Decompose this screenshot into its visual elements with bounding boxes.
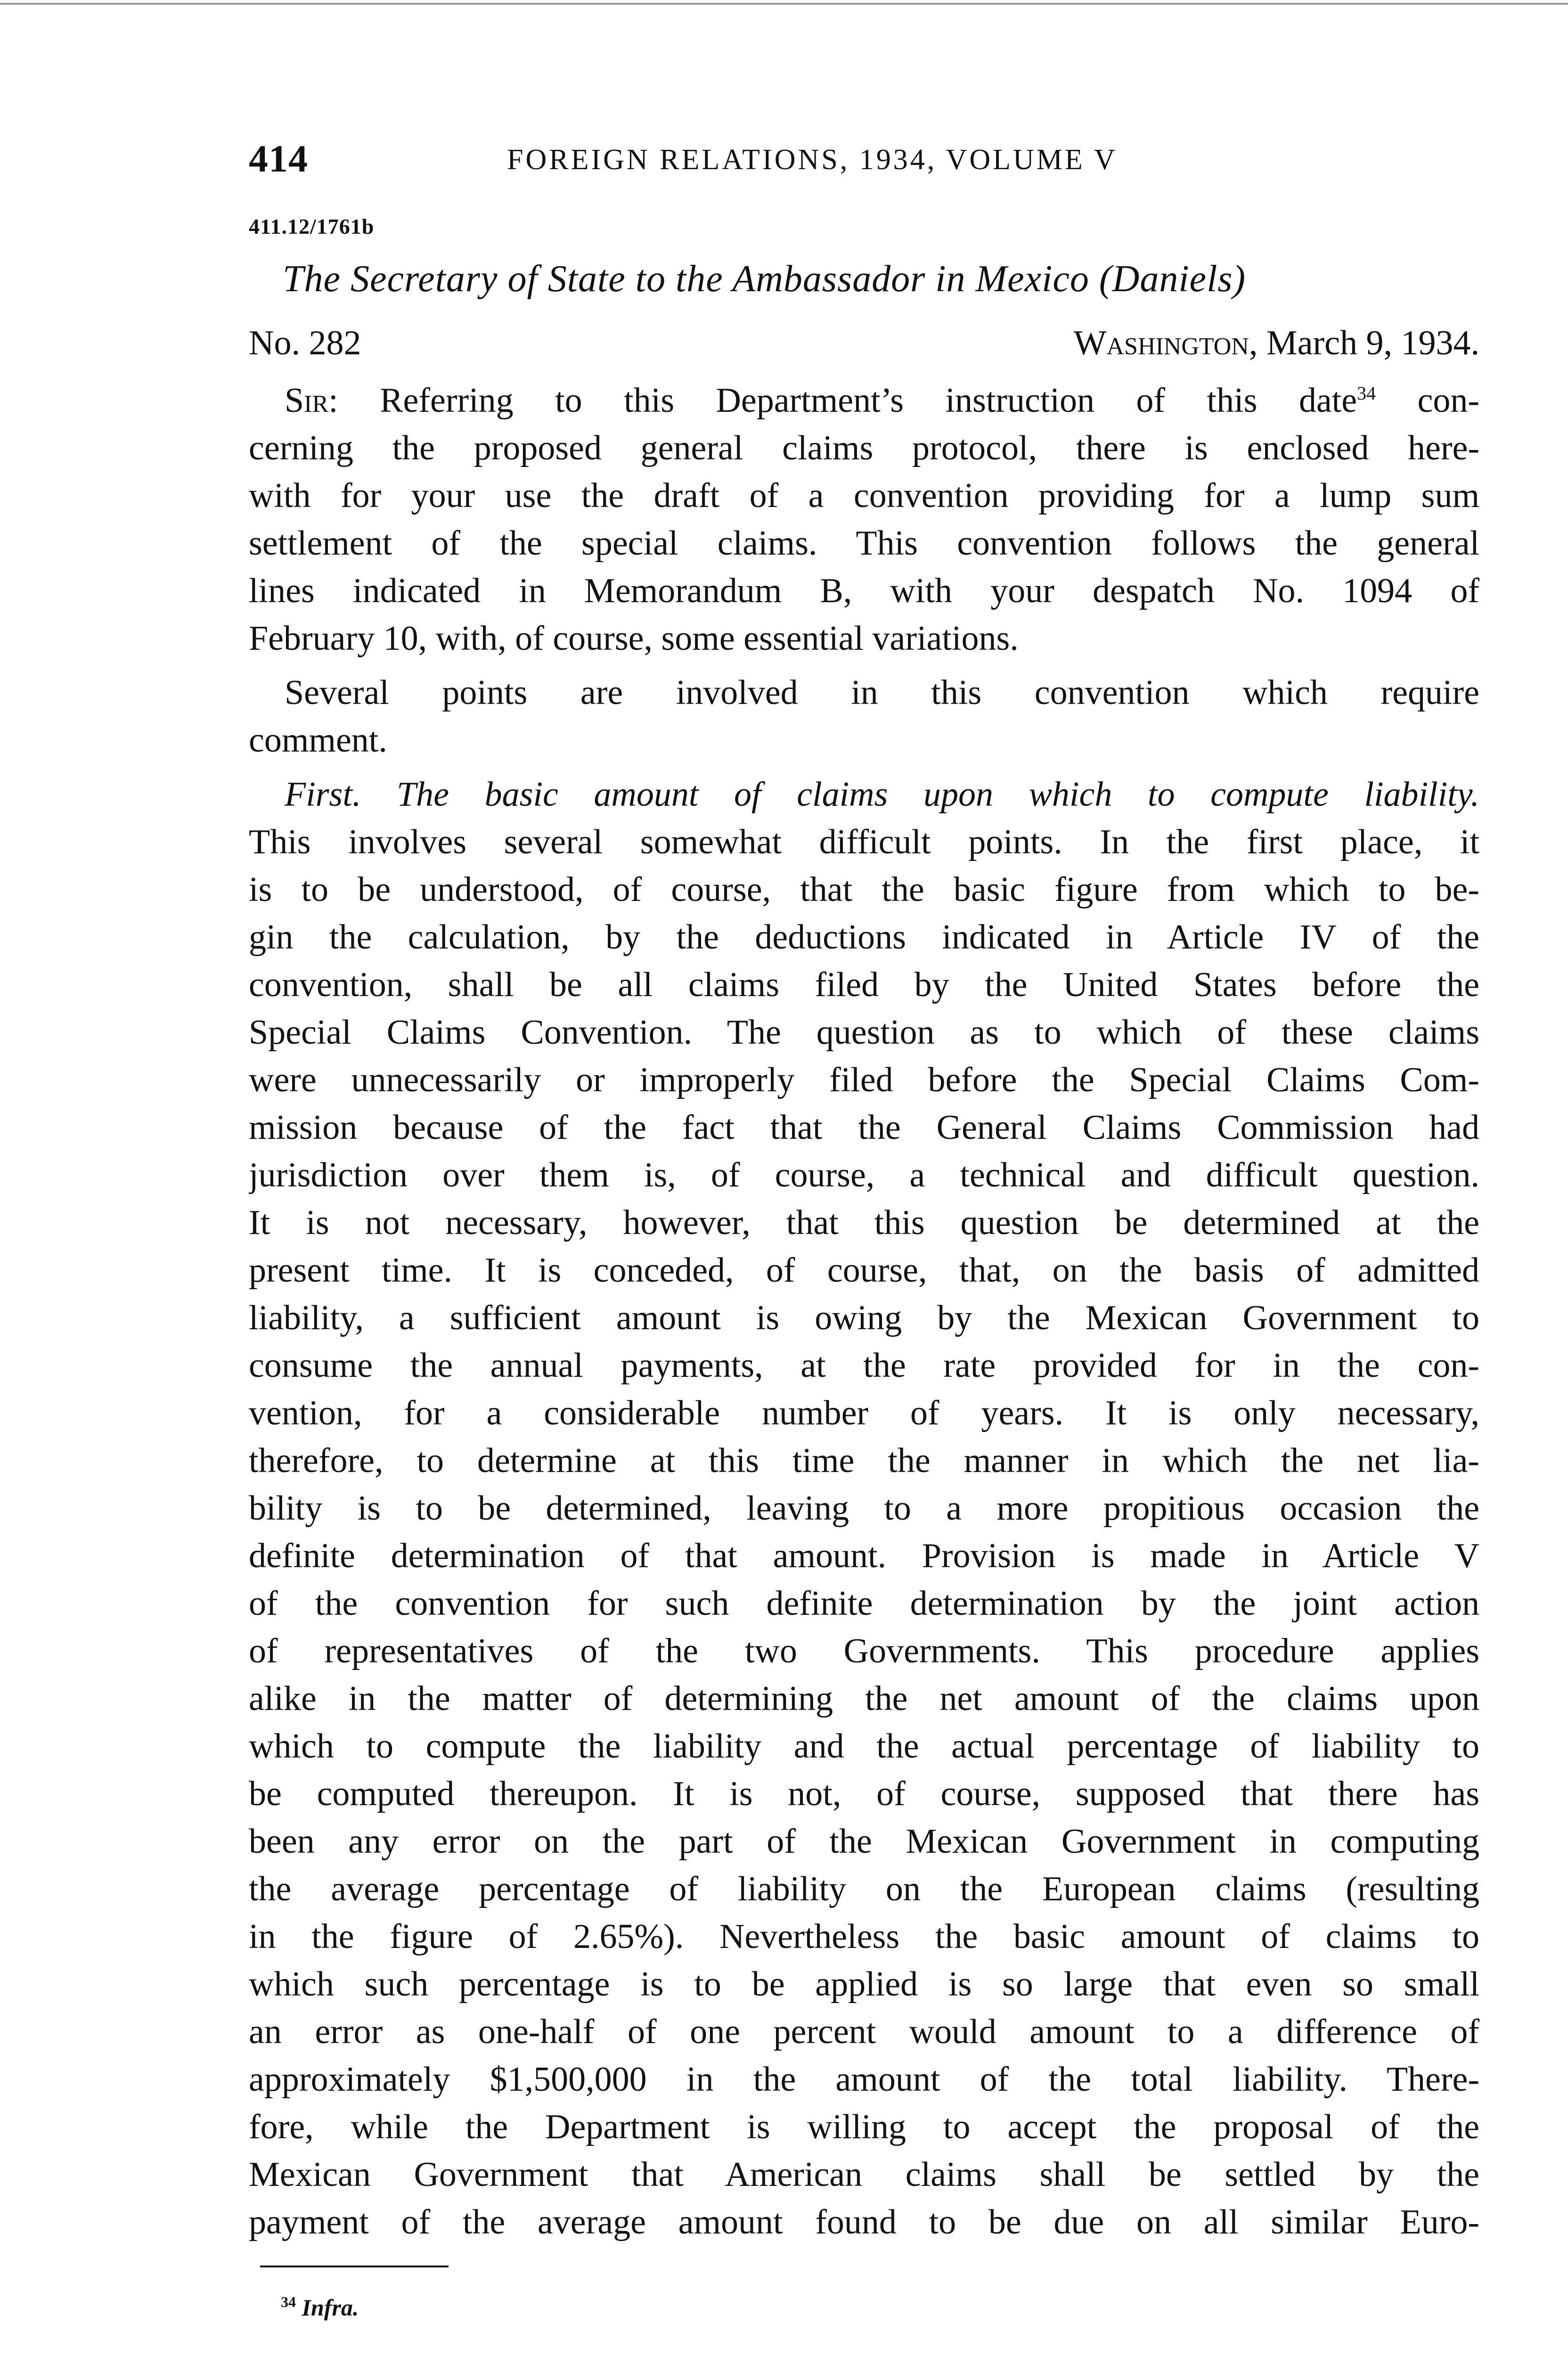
running-title: FOREIGN RELATIONS, 1934, VOLUME V — [507, 144, 1118, 176]
paragraph-3-line: of the convention for such definite determination by the joint action — [249, 1584, 1479, 1623]
paragraph-2-line-2: comment. — [249, 721, 387, 760]
paragraph-3-line: therefore, to determine at this time the manner in which the net lia- — [249, 1441, 1479, 1480]
paragraph-3-line: jurisdiction over them is, of course, a technical and difficult question. — [249, 1156, 1479, 1194]
paragraph-3-line: approximately $1,500,000 in the amount of the total liability. There- — [249, 2060, 1479, 2099]
top-border-rule — [0, 3, 1568, 5]
paragraph-3-line: which to compute the liability and the actual percentage of liability to — [249, 1727, 1479, 1766]
document-number: No. 282 — [249, 324, 361, 362]
paragraph-3-line: fore, while the Department is willing to accept the proposal of the — [249, 2108, 1479, 2146]
date: , March 9, 1934. — [1249, 324, 1479, 362]
paragraph-3-line: vention, for a considerable number of years. It is only necessary, — [249, 1394, 1479, 1432]
paragraph-1-text-b: con- — [1376, 381, 1479, 420]
paragraph-3-line: payment of the average amount found to be due on all similar Euro- — [249, 2203, 1479, 2241]
paragraph-3-line: convention, shall be all claims filed by the United States before the — [249, 965, 1479, 1004]
footnote-text: Infra. — [302, 2294, 359, 2321]
footnote-reference: 34 — [1357, 383, 1376, 404]
page-number: 414 — [249, 137, 308, 180]
paragraph-1-line-6: February 10, with, of course, some essential variations. — [249, 619, 1019, 658]
paragraph-3-line: liability, a sufficient amount is owing by the Mexican Government to — [249, 1299, 1479, 1337]
paragraph-3-line: which such percentage is to be applied is so large that even so small — [249, 1965, 1479, 2004]
footnote-rule — [260, 2266, 449, 2267]
paragraph-1-line-4: settlement of the special claims. This convention follows the general — [249, 524, 1479, 563]
paragraph-3-line: gin the calculation, by the deductions indicated in Article IV of the — [249, 918, 1479, 957]
document-page — [249, 137, 1479, 2246]
paragraph-3-line: were unnecessarily or improperly filed before the Special Claims Com- — [249, 1061, 1479, 1099]
place-and-date — [1074, 323, 1479, 363]
document-heading: The Secretary of State to the Ambassador in Mexico (Daniels) — [283, 258, 1246, 300]
paragraph-3-line: the average percentage of liability on the European claims (resulting — [249, 1870, 1479, 1908]
file-number: 411.12/1761b — [249, 214, 375, 238]
running-head — [249, 137, 1479, 188]
paragraph-3-line: of representatives of the two Governments. This procedure applies — [249, 1632, 1479, 1670]
paragraph-3-line: be computed thereupon. It is not, of course, supposed that there has — [249, 1775, 1479, 1813]
paragraph-3-line: mission because of the fact that the General Claims Commission had — [249, 1108, 1479, 1147]
paragraph-3-line: been any error on the part of the Mexican Government in computing — [249, 1822, 1479, 1861]
paragraph-3-line: Special Claims Convention. The question as to which of these claims — [249, 1013, 1479, 1052]
paragraph-1-line-3: with for your use the draft of a convention providing for a lump sum — [249, 476, 1479, 515]
paragraph-3-line: This involves several somewhat difficult points. In the first place, it — [249, 823, 1479, 861]
paragraph-3-line: in the figure of 2.65%). Nevertheless the basic amount of claims to — [249, 1917, 1479, 1956]
salutation: Sir — [285, 381, 329, 420]
paragraph-1-line-5: lines indicated in Memorandum B, with your despatch No. 1094 of — [249, 572, 1479, 610]
paragraph-3-line: consume the annual payments, at the rate provided for in the con- — [249, 1346, 1479, 1385]
paragraph-3-line: is to be understood, of course, that the basic figure from which to be- — [249, 870, 1479, 909]
dateline — [249, 323, 1479, 375]
footnote-marker: 34 — [281, 2293, 296, 2310]
paragraph-3-line: alike in the matter of determining the net amount of the claims upon — [249, 1679, 1479, 1718]
paragraph-3-line: present time. It is conceded, of course, that, on the basis of admitted — [249, 1251, 1479, 1290]
paragraph-3-line: Mexican Government that American claims shall be settled by the — [249, 2155, 1479, 2194]
paragraph-1-line-2: cerning the proposed general claims protocol, there is enclosed here- — [249, 429, 1479, 467]
section-label: First. — [285, 775, 361, 814]
paragraph-1-line-1 — [249, 377, 1479, 425]
place: Washington — [1073, 324, 1249, 362]
paragraph-3-line: definite determination of that amount. Provision is made in Article V — [249, 1537, 1479, 1575]
section-heading-first — [249, 771, 1479, 818]
paragraph-3-line: It is not necessary, however, that this question be determined at the — [249, 1203, 1479, 1242]
paragraph-3-line: an error as one-half of one percent would amount to a difference of — [249, 2012, 1479, 2051]
letter-body — [249, 377, 1479, 2246]
section-title: The basic amount of claims upon which to compute liability. — [361, 775, 1479, 814]
paragraph-2-line-1: Several points are involved in this convention which require — [285, 673, 1479, 712]
footnote — [281, 2294, 359, 2321]
paragraph-3-line: bility is to be determined, leaving to a more propitious occasion the — [249, 1489, 1479, 1528]
paragraph-1-text-a: : Referring to this Department’s instruction of this date — [328, 381, 1357, 420]
